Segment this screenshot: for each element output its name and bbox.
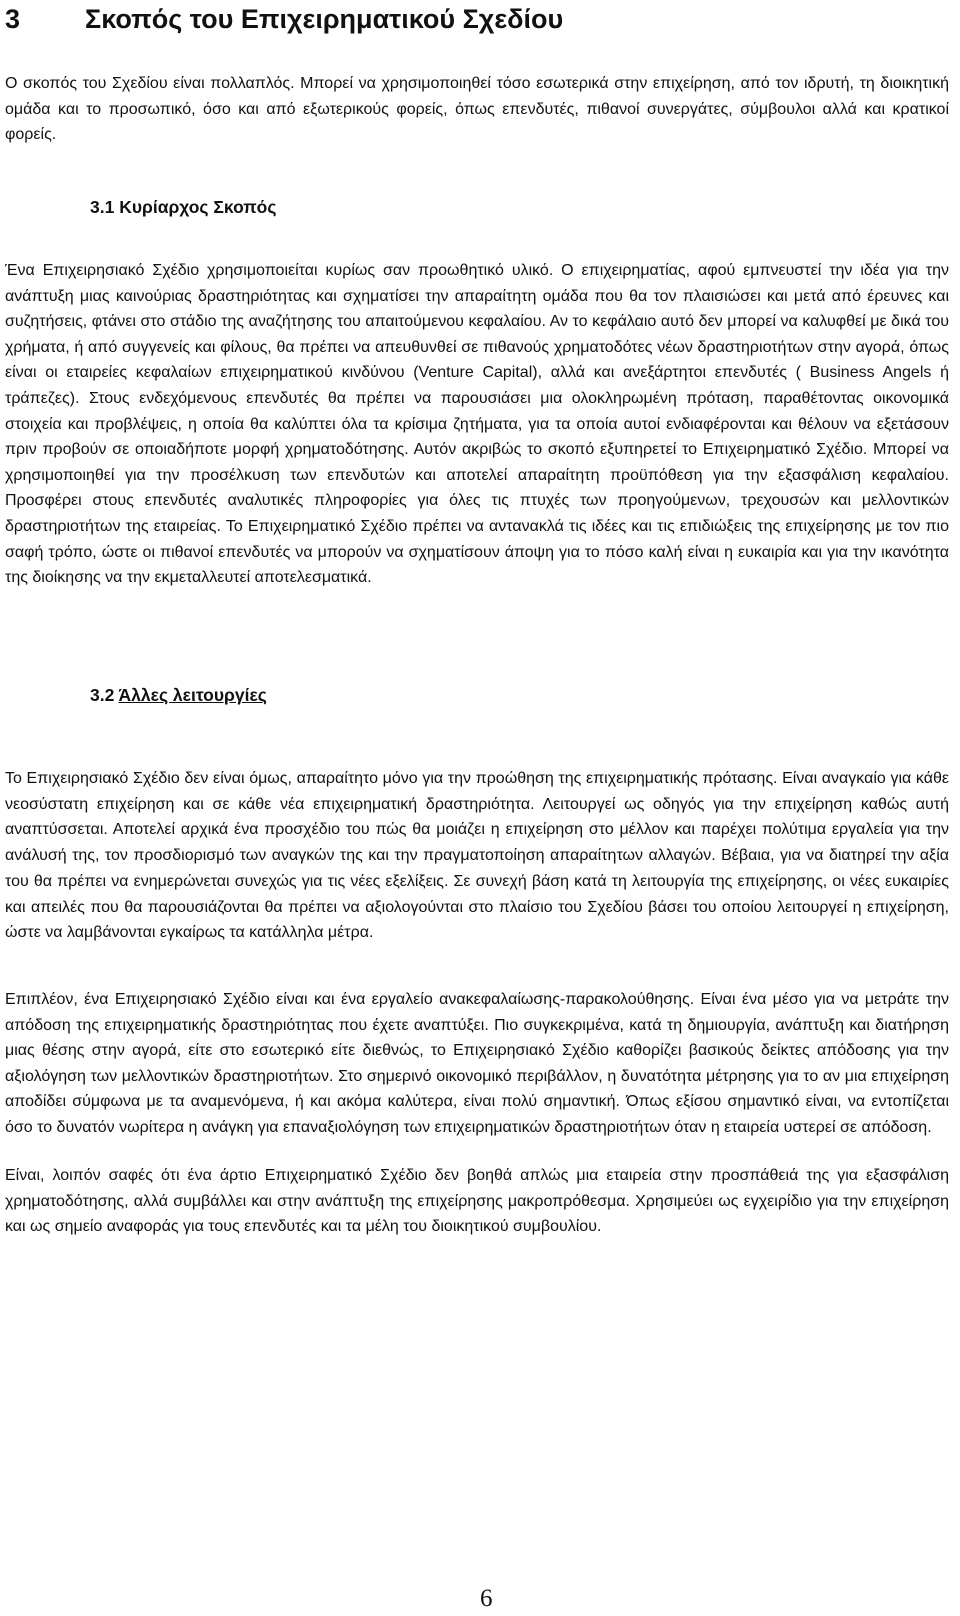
section-title xyxy=(5,2,563,36)
section-title-text: Σκοπός του Επιχειρηματικού Σχεδίου xyxy=(85,4,564,34)
intro-paragraph: Ο σκοπός του Σχεδίου είναι πολλαπλός. Μπορεί να χρησιμοποιηθεί τόσο εσωτερικά στην επιχείρηση, από τον ιδρυτή, τη διοικητική ομάδα και το προσωπικό, όσο και από εξωτερικούς φορείς, όπως επενδυτές, πιθανοί συνεργάτες, σύμβουλοι αλλά και κρατικοί φορείς. xyxy=(5,75,949,143)
subsection-title: Κυρίαρχος Σκοπός xyxy=(119,197,277,217)
subsection-number: 3.1 xyxy=(90,197,115,217)
subsection-heading-3-2 xyxy=(90,683,267,707)
main-purpose-paragraph: Ένα Επιχειρησιακό Σχέδιο χρησιμοποιείται κυρίως σαν προωθητικό υλικό. Ο επιχειρηματίας, αφού εμπνευστεί την ιδέα για την ανάπτυξη μιας καινούριας δραστηριότητας και σχηματίσει την απαραίτητη ομάδα που θα τον πλαισιώσει και μετά από έρευνες και συζητήσεις, φτάνει στο στάδιο της αναζήτησης του απαιτούμενου κεφαλαίου. Αν το κεφάλαιο αυτό δεν μπορεί να καλυφθεί με δικά του χρήματα, ή από συγγενείς και φίλους, θα πρέπει να απευθυνθεί σε πιθανούς χρηματοδότες νέων δραστηριοτήτων στην αγορά, όπως είναι οι εταιρείες κεφαλαίων επιχειρηματικού κινδύνου (Venture Capital), αλλά και ανεξάρτητοι επενδυτές ( Business Angels ή τράπεζες). Στους ενδεχόμενους επενδυτές θα πρέπει να παρουσιάσει μια ολοκληρωμένη πρόταση, παραθέτοντας οικονομικά στοιχεία και προβλέψεις, η οποία θα καλύπτει όλα τα κρίσιμα ζητήματα, για τα οποία αυτοί ενδιαφέρονται και θέλουν να εξετάσουν πριν προβούν σε οποιαδήποτε μορφή χρηματοδότησης. Αυτόν ακριβώς το σκοπό εξυπηρετεί το Επιχειρηματικό Σχέδιο. Μπορεί να χρησιμοποιηθεί για την προσέλκυση των επενδυτών και αποτελεί απαραίτητη προϋπόθεση για την εξασφάλιση κεφαλαίου. Προσφέρει στους επενδυτές αναλυτικές πληροφορίες για όλες τις πτυχές των προηγούμενων, τρεχουσών και μελλοντικών δραστηριοτήτων της εταιρείας. Το Επιχειρηματικό Σχέδιο πρέπει να αντανακλά τις ιδέες και τις επιδιώξεις της επιχείρησης με τον πιο σαφή τρόπο, ώστε οι πιθανοί επενδυτές να μπορούν να σχηματίσουν άποψη για το πόσο καλή είναι η ευκαιρία και για την ικανότητα της διοίκησης να την εκμεταλλευτεί αποτελεσματικά. xyxy=(5,262,949,587)
page-number: 6 xyxy=(480,1585,493,1612)
subsection-title: Άλλες λειτουργίες xyxy=(118,685,267,705)
section-number: 3 xyxy=(5,4,21,34)
subsection-heading-3-1 xyxy=(90,195,276,219)
subsection-number: 3.2 xyxy=(90,685,115,705)
monitoring-paragraph: Επιπλέον, ένα Επιχειρησιακό Σχέδιο είναι και ένα εργαλείο ανακεφαλαίωσης-παρακολούθησης. Είναι ένα μέσο για να μετράτε την απόδοση της επιχειρηματικής δραστηριότητας που έχετε αναπτύξει. Πιο συγκεκριμένα, κατά τη δημιουργία, ανάπτυξη και διατήρηση μιας θέσης στην αγορά, είτε στο εσωτερικό είτε διεθνώς, το Επιχειρησιακό Σχέδιο καθορίζει βασικούς δείκτες απόδοσης για την αξιολόγηση των μελλοντικών δραστηριοτήτων. Στο σημερινό οικονομικό περιβάλλον, η δυνατότητα μέτρησης για το αν μια επιχείρηση αποδίδει σύμφωνα με τα αναμενόμενα, ή και ακόμα καλύτερα, είναι πολύ σημαντική. Όπως εξίσου σημαντικό είναι, να εντοπίζεται όσο το δυνατόν νωρίτερα η ανάγκη για επαναξιολόγηση των επιχειρηματικών δραστηριοτήτων όταν η εταιρεία υστερεί σε απόδοση. xyxy=(5,991,949,1136)
other-functions-paragraph: Το Επιχειρησιακό Σχέδιο δεν είναι όμως, απαραίτητο μόνο για την προώθηση της επιχειρηματικής πρότασης. Είναι αναγκαίο για κάθε νεοσύστατη επιχείρηση και σε κάθε νέα επιχειρηματική δραστηριότητα. Λειτουργεί ως οδηγός για την επιχείρηση καθώς αυτή αναπτύσσεται. Αποτελεί αρχικά ένα προσχέδιο του πώς θα μοιάζει η επιχείρηση στο μέλλον και παρέχει πολύτιμα εργαλεία για την ανάλυσή της, τον προσδιορισμό των αναγκών της και την πραγματοποίηση απαραίτητων αλλαγών. Βέβαια, για να διατηρεί την αξία του θα πρέπει να ενημερώνεται συνεχώς για τις νέες εξελίξεις. Σε συνεχή βάση κατά τη λειτουργία της επιχείρησης, οι νέες ευκαιρίες και απειλές που θα παρουσιάζονται θα πρέπει να αξιολογούνται στο πλαίσιο του Σχεδίου βάσει του οποίου λειτουργεί η επιχείρηση, ώστε να λαμβάνονται εγκαίρως τα κατάλληλα μέτρα. xyxy=(5,770,949,942)
conclusion-paragraph: Είναι, λοιπόν σαφές ότι ένα άρτιο Επιχειρηματικό Σχέδιο δεν βοηθά απλώς μια εταιρεία στην προσπάθειά της για εξασφάλιση χρηματοδότησης, αλλά συμβάλλει και στην ανάπτυξη της επιχείρησης μακροπρόθεσμα. Χρησιμεύει ως εγχειρίδιο για την επιχείρηση και ως σημείο αναφοράς για τους επενδυτές και τα μέλη του διοικητικού συμβουλίου. xyxy=(5,1167,949,1236)
